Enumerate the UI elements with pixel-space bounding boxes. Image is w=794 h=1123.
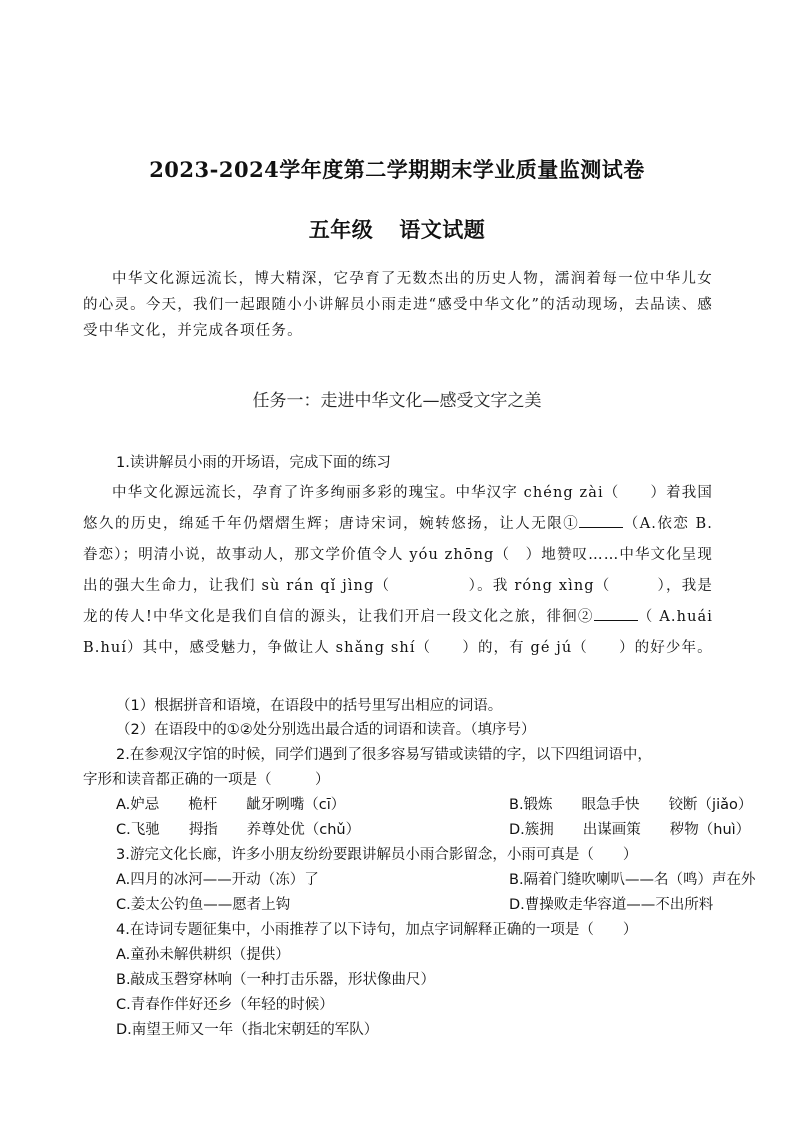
q2-option-a[interactable]: A.妒忌 桅杆 龇牙咧嘴（cī） bbox=[116, 797, 346, 813]
q1-sub2: （2）在语段中的①②处分别选出最合适的词语和读音。（填序号） bbox=[116, 722, 536, 738]
exam-title: 2023-2024学年度第二学期期末学业质量监测试卷 bbox=[149, 157, 645, 182]
q2-option-c[interactable]: C.飞驰 拇指 养尊处优（chǔ） bbox=[116, 822, 361, 838]
q2-options-row1 bbox=[116, 793, 753, 814]
subject-label: 语文试题 bbox=[399, 217, 486, 242]
q2-options-row2 bbox=[116, 818, 751, 839]
q3-options-row2 bbox=[116, 893, 726, 914]
q2-stem-line2: 字形和读音都正确的一项是（ ） bbox=[83, 772, 330, 788]
q4-stem: 4.在诗词专题征集中，小雨推荐了以下诗句，加点字词解释正确的一项是（ ） bbox=[116, 922, 638, 938]
q3-option-c[interactable]: C.姜太公钓鱼——愿者上钩 bbox=[116, 897, 291, 913]
q4-option-a[interactable]: A.童孙未解供耕织（提供） bbox=[116, 947, 290, 963]
q2-stem-line1: 2.在参观汉字馆的时候，同学们遇到了很多容易写错或读错的字，以下四组词语中， bbox=[116, 747, 652, 763]
intro-paragraph: 中华文化源远流长，博大精深，它孕育了无数杰出的历史人物，濡润着每一位中华儿女的心灵。今天，我们一起跟随小小讲解员小雨走进“感受中华文化”的活动现场，去品读、感受中华文化，并完成各项任务。 bbox=[83, 271, 713, 339]
q4-option-d[interactable]: D.南望王师又一年（指北宋朝廷的军队） bbox=[116, 1022, 379, 1038]
q1-sub1: （1）根据拼音和语境，在语段中的括号里写出相应的词语。 bbox=[116, 698, 503, 714]
q2-option-b[interactable]: B.锻炼 眼急手快 铰断（jiǎo） bbox=[509, 797, 753, 813]
q3-stem: 3.游完文化长廊，许多小朋友纷纷要跟讲解员小雨合影留念，小雨可真是（ ） bbox=[116, 847, 638, 863]
exam-subtitle bbox=[0, 214, 794, 244]
q1-passage bbox=[83, 478, 729, 664]
q4-option-b[interactable]: B.敲成玉磬穿林响（一种打击乐器，形状像曲尺） bbox=[116, 972, 436, 988]
passage-part-3: （ A.huái B.huí）其中，感受魅力，争做让人 shǎng shí（ ）的，有 gé jú（ ）的好少年。 bbox=[83, 609, 729, 656]
q4-option-c[interactable]: C.青春作伴好还乡（年轻的时候） bbox=[116, 997, 334, 1013]
grade-label: 五年级 bbox=[308, 217, 374, 242]
task1-heading: 任务一：走进中华文化—感受文字之美 bbox=[252, 391, 542, 411]
q3-option-a[interactable]: A.四月的冰河——开动（冻）了 bbox=[116, 872, 319, 888]
blank-1[interactable] bbox=[579, 513, 623, 528]
q2-option-d[interactable]: D.簇拥 出谋画策 秽物（huì） bbox=[509, 822, 751, 838]
blank-2[interactable] bbox=[594, 606, 638, 621]
q3-option-b[interactable]: B.隔着门缝吹喇叭——名（鸣）声在外 bbox=[509, 872, 756, 888]
passage-part-2: （A.依恋 B.眷恋）；明清小说，故事动人，那文学价值令人 yóu zhōng（ ）地赞叹……中华文化呈现出的强大生命力，让我们 sù rán qǐ jìng（ ）。我 róng xìng（ ），我是龙的传人!中华文化是我们自信的源头，让我们开启一段文化之旅，徘徊② bbox=[83, 516, 713, 625]
q1-stem: 1.读讲解员小雨的开场语，完成下面的练习 bbox=[116, 455, 391, 471]
q3-options-row1 bbox=[116, 868, 756, 889]
q3-option-d[interactable]: D.曹操败走华容道——不出所料 bbox=[509, 897, 714, 913]
passage-part-1: 中华文化源远流长，孕育了许多绚丽多彩的瑰宝。中华汉字 chéng zài（ ）着我国悠久的历史，绵延千年仍熠熠生辉；唐诗宋词，婉转悠扬，让人无限① bbox=[83, 485, 713, 532]
